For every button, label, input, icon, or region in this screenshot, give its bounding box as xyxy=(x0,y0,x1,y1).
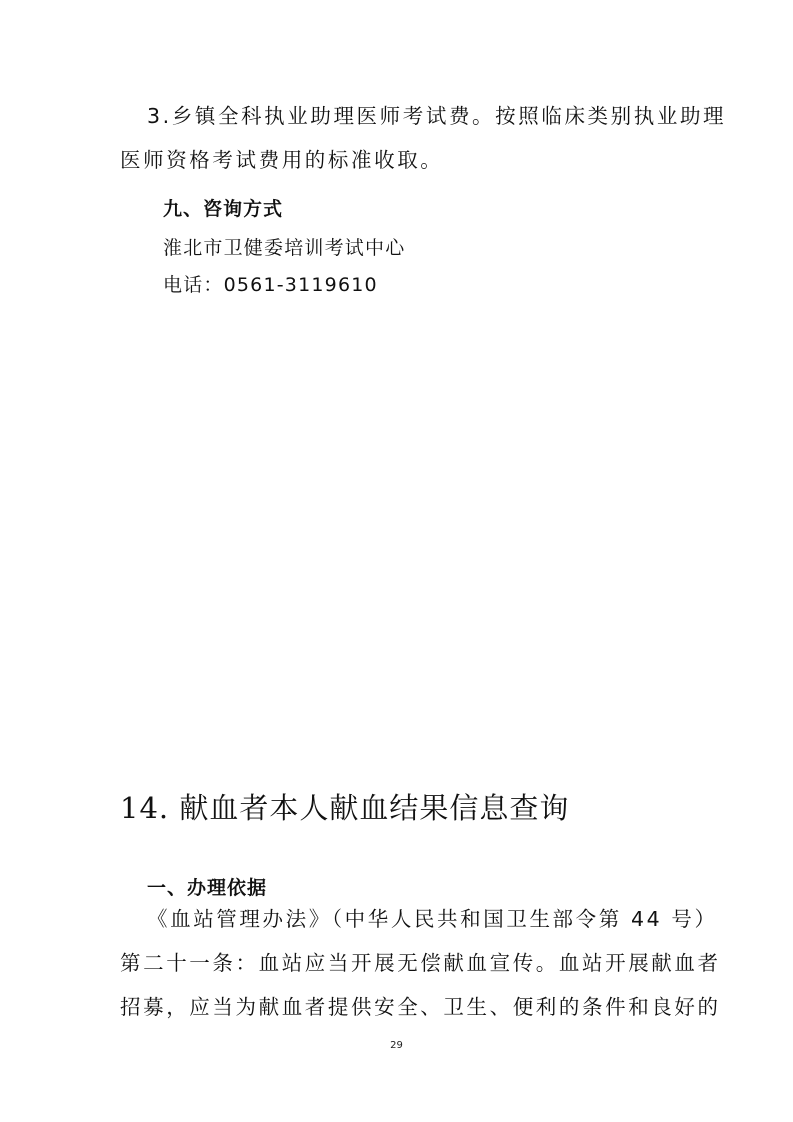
fee-item-line-1: 3.乡镇全科执业助理医师考试费。按照临床类别执业助理 xyxy=(147,104,727,128)
page-number: 29 xyxy=(390,1040,403,1051)
consultation-heading: 九、咨询方式 xyxy=(163,198,284,220)
consultation-office: 淮北市卫健委培训考试中心 xyxy=(163,237,406,259)
section-title: 14. 献血者本人献血结果信息查询 xyxy=(120,791,570,825)
basis-line-3: 招募，应当为献血者提供安全、卫生、便利的条件和良好的 xyxy=(120,995,721,1019)
basis-heading: 一、办理依据 xyxy=(147,877,268,899)
basis-line-2: 第二十一条：血站应当开展无偿献血宣传。血站开展献血者 xyxy=(120,951,721,975)
fee-item-line-2: 医师资格考试费用的标准收取。 xyxy=(120,148,444,172)
consultation-phone: 电话：0561-3119610 xyxy=(163,274,378,296)
basis-line-1: 《血站管理办法》（中华人民共和国卫生部令第 44 号） xyxy=(147,907,718,931)
